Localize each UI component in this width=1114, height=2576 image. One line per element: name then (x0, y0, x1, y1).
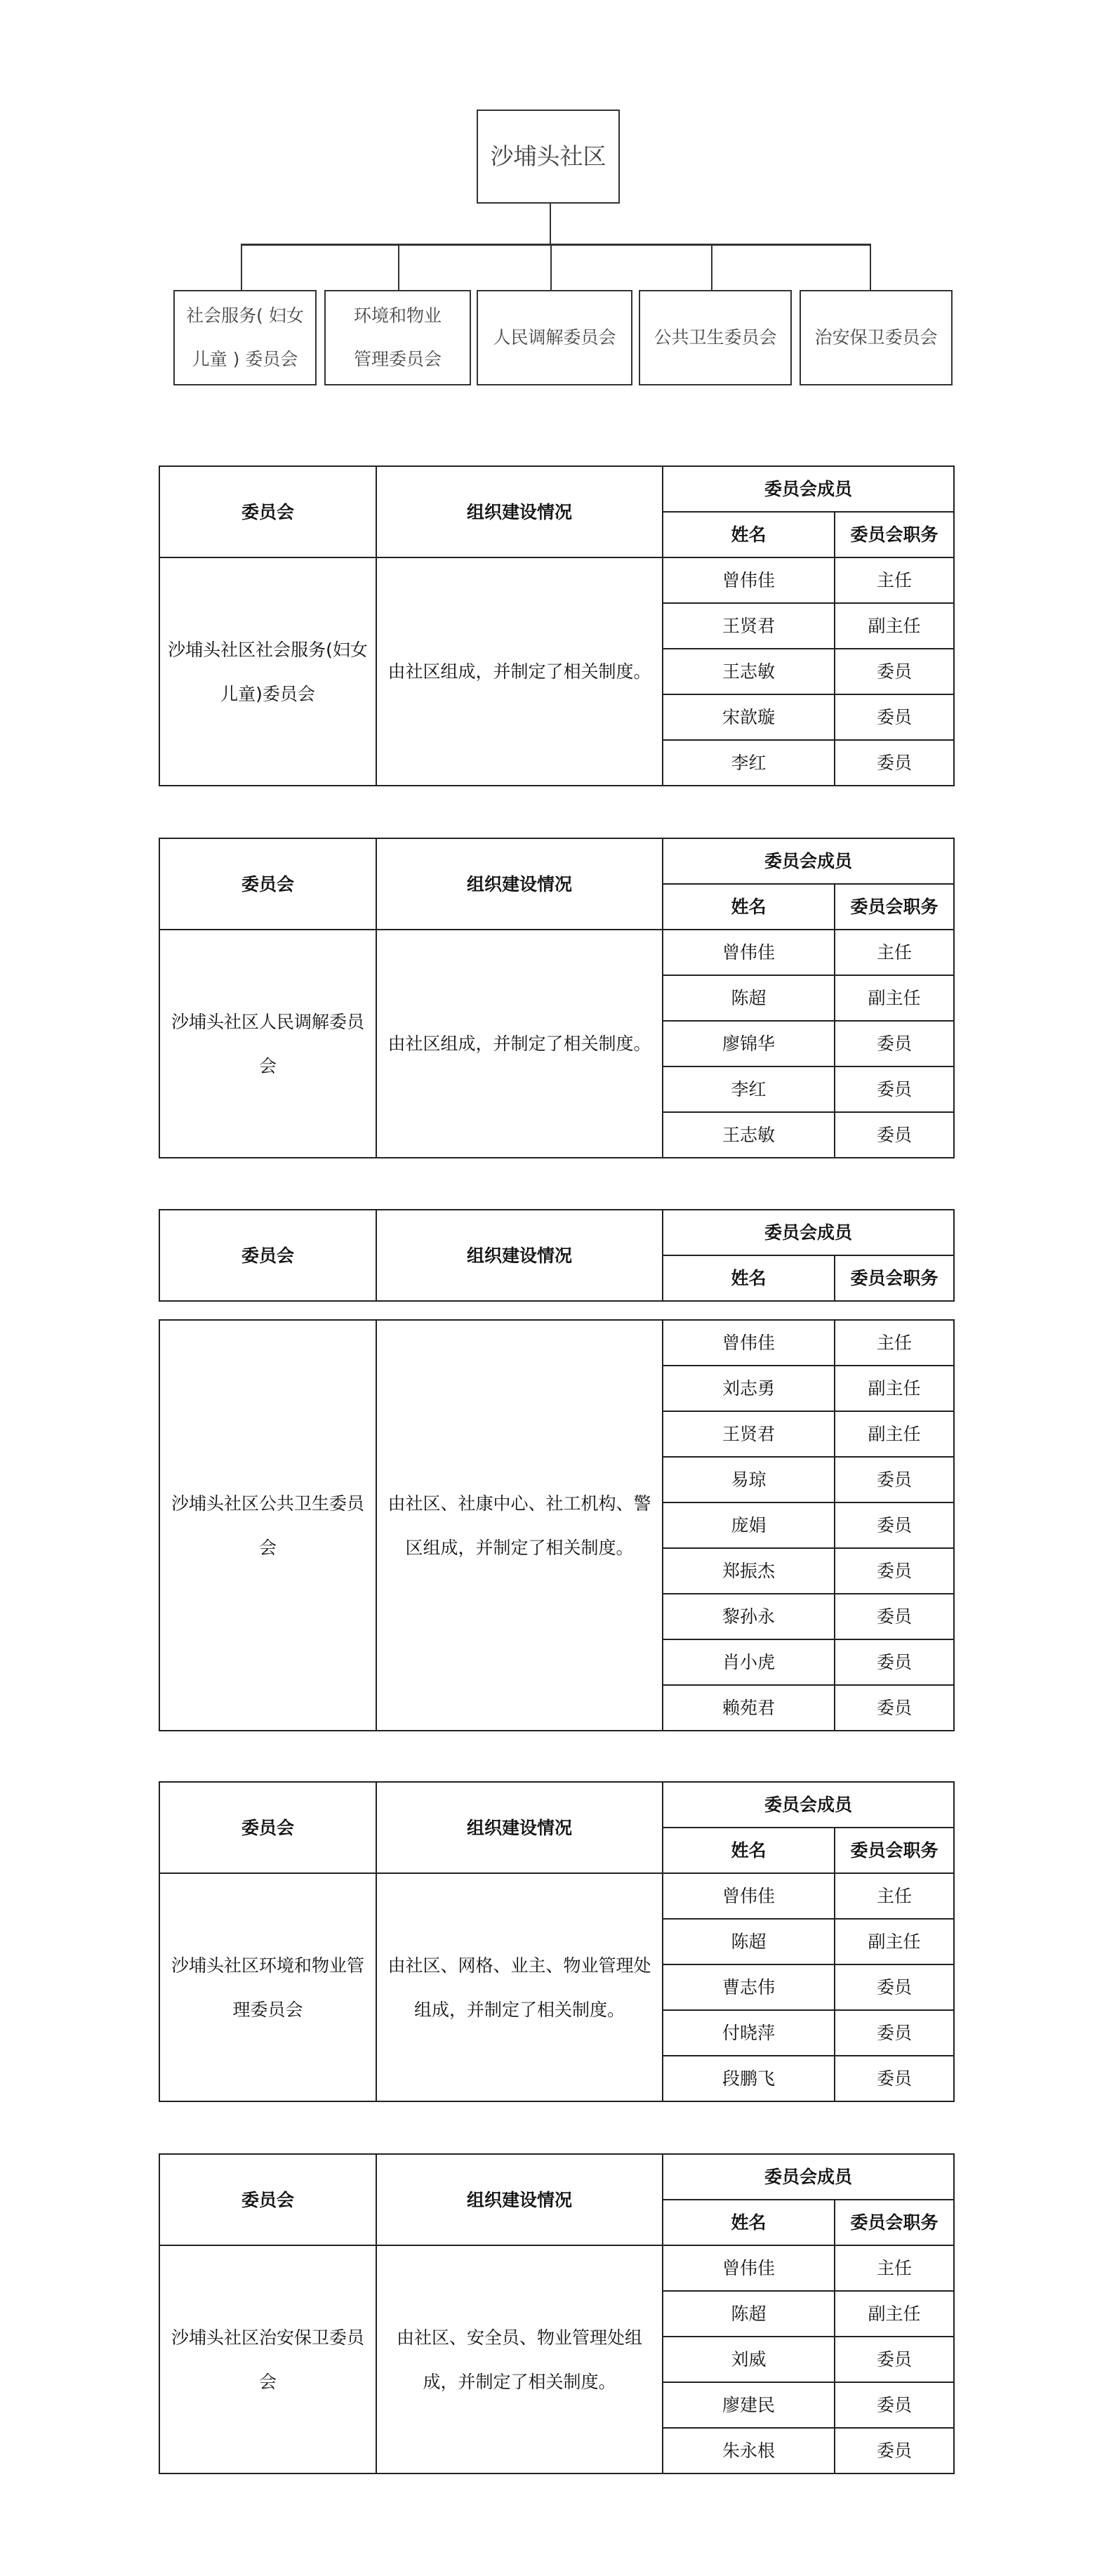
member-name-cell: 王志敏 (663, 649, 835, 694)
member-name-cell: 黎孙永 (663, 1594, 835, 1639)
member-position-cell: 副主任 (835, 1919, 954, 1964)
member-name-cell: 付晓萍 (663, 2010, 835, 2056)
organization-cell: 由社区、社康中心、社工机构、警区组成，并制定了相关制度。 (376, 1320, 663, 1731)
member-position-cell: 委员 (835, 1594, 954, 1639)
member-name-cell: 易琼 (663, 1457, 835, 1502)
header-row (159, 838, 954, 884)
member-position-cell: 主任 (835, 1873, 954, 1919)
member-name-cell: 肖小虎 (663, 1639, 835, 1685)
header-position: 委员会职务 (835, 2200, 954, 2245)
header-row (159, 466, 954, 512)
table-row (159, 1873, 954, 1919)
member-position-cell: 委员 (835, 740, 954, 786)
org-root-box: 沙埔头社区 (477, 110, 620, 204)
member-position-cell: 主任 (835, 1320, 954, 1366)
committee-table (159, 1781, 955, 2102)
committee-table (159, 1209, 955, 1302)
member-name-cell: 曾伟佳 (663, 1873, 835, 1919)
org-child-line: 管理委员会 (353, 349, 442, 369)
member-position-cell: 委员 (835, 1685, 954, 1731)
member-position-cell: 委员 (835, 1639, 954, 1685)
connector-line (870, 244, 871, 291)
committee-table (159, 2153, 955, 2474)
org-child-line: 环境和物业 (353, 305, 442, 326)
header-row (159, 1210, 954, 1255)
member-name-cell: 朱永根 (663, 2428, 835, 2473)
member-position-cell: 委员 (835, 1964, 954, 2010)
member-position-cell: 委员 (835, 1021, 954, 1066)
committee-name-cell: 沙埔头社区治安保卫委员会 (159, 2245, 376, 2473)
member-position-cell: 主任 (835, 2245, 954, 2291)
org-child-line: 人民调解委员会 (493, 327, 616, 348)
header-row (159, 2154, 954, 2200)
member-name-cell: 刘志勇 (663, 1366, 835, 1411)
member-position-cell: 委员 (835, 2382, 954, 2428)
member-name-cell: 曾伟佳 (663, 2245, 835, 2291)
member-position-cell: 副主任 (835, 1411, 954, 1457)
header-name: 姓名 (663, 884, 835, 930)
table-row (159, 557, 954, 603)
member-name-cell: 廖建民 (663, 2382, 835, 2428)
member-position-cell: 委员 (835, 1502, 954, 1548)
header-position: 委员会职务 (835, 1255, 954, 1301)
header-members: 委员会成员 (663, 2154, 954, 2200)
header-name: 姓名 (663, 1255, 835, 1301)
member-name-cell: 陈超 (663, 2291, 835, 2337)
member-name-cell: 曹志伟 (663, 1964, 835, 2010)
header-position: 委员会职务 (835, 512, 954, 557)
member-position-cell: 副主任 (835, 603, 954, 649)
member-name-cell: 陈超 (663, 1919, 835, 1964)
org-child-box (173, 290, 317, 385)
member-name-cell: 庞娟 (663, 1502, 835, 1548)
header-members: 委员会成员 (663, 1210, 954, 1255)
table-row (159, 930, 954, 975)
member-position-cell: 副主任 (835, 975, 954, 1021)
organization-cell: 由社区、网格、业主、物业管理处组成，并制定了相关制度。 (376, 1873, 663, 2101)
header-name: 姓名 (663, 2200, 835, 2245)
committee-table (159, 838, 955, 1158)
member-name-cell: 李红 (663, 1066, 835, 1112)
header-members: 委员会成员 (663, 1782, 954, 1828)
header-members: 委员会成员 (663, 466, 954, 512)
header-committee: 委员会 (159, 1782, 376, 1873)
connector-line (398, 244, 399, 291)
member-position-cell: 副主任 (835, 1366, 954, 1411)
connector-line (550, 244, 552, 291)
table-row (159, 1320, 954, 1366)
member-name-cell: 王贤君 (663, 603, 835, 649)
member-name-cell: 李红 (663, 740, 835, 786)
header-organization: 组织建设情况 (376, 1782, 663, 1873)
header-committee: 委员会 (159, 838, 376, 930)
committee-name-cell: 沙埔头社区社会服务(妇女儿童)委员会 (159, 557, 376, 786)
member-position-cell: 委员 (835, 1457, 954, 1502)
header-position: 委员会职务 (835, 1828, 954, 1873)
organization-cell: 由社区组成，并制定了相关制度。 (376, 930, 663, 1158)
member-position-cell: 委员 (835, 2337, 954, 2382)
member-position-cell: 委员 (835, 694, 954, 740)
header-name: 姓名 (663, 1828, 835, 1873)
connector-line (711, 244, 712, 291)
committee-name-cell: 沙埔头社区公共卫生委员会 (159, 1320, 376, 1731)
member-position-cell: 委员 (835, 2056, 954, 2101)
member-name-cell: 王贤君 (663, 1411, 835, 1457)
connector-line (550, 203, 551, 244)
table-row (159, 2245, 954, 2291)
committee-name-cell: 沙埔头社区人民调解委员会 (159, 930, 376, 1158)
member-position-cell: 委员 (835, 649, 954, 694)
organization-cell: 由社区组成，并制定了相关制度。 (376, 557, 663, 786)
member-position-cell: 委员 (835, 1066, 954, 1112)
member-name-cell: 宋歆璇 (663, 694, 835, 740)
header-organization: 组织建设情况 (376, 466, 663, 557)
header-row (159, 1782, 954, 1828)
org-child-line: 公共卫生委员会 (654, 327, 777, 348)
member-position-cell: 主任 (835, 930, 954, 975)
connector-line (241, 244, 242, 291)
organization-cell: 由社区、安全员、物业管理处组成，并制定了相关制度。 (376, 2245, 663, 2473)
member-name-cell: 廖锦华 (663, 1021, 835, 1066)
org-child-box (800, 290, 953, 385)
connector-line (241, 244, 871, 246)
member-position-cell: 委员 (835, 1112, 954, 1158)
member-name-cell: 曾伟佳 (663, 1320, 835, 1366)
member-position-cell: 委员 (835, 1548, 954, 1594)
member-name-cell: 曾伟佳 (663, 557, 835, 603)
member-position-cell: 委员 (835, 2428, 954, 2473)
member-position-cell: 委员 (835, 2010, 954, 2056)
member-name-cell: 赖苑君 (663, 1685, 835, 1731)
org-child-box (477, 290, 632, 385)
header-committee: 委员会 (159, 2154, 376, 2245)
org-child-box (639, 290, 792, 385)
member-name-cell: 段鹏飞 (663, 2056, 835, 2101)
member-name-cell: 刘威 (663, 2337, 835, 2382)
member-name-cell: 陈超 (663, 975, 835, 1021)
committee-name-cell: 沙埔头社区环境和物业管理委员会 (159, 1873, 376, 2101)
committee-table-body (159, 1319, 955, 1731)
member-name-cell: 曾伟佳 (663, 930, 835, 975)
header-committee: 委员会 (159, 1210, 376, 1301)
member-position-cell: 副主任 (835, 2291, 954, 2337)
org-child-line: 社会服务( 妇女 (186, 305, 304, 326)
header-organization: 组织建设情况 (376, 1210, 663, 1301)
header-organization: 组织建设情况 (376, 838, 663, 930)
org-child-line: 儿童 ) 委员会 (192, 349, 298, 369)
org-child-line: 治安保卫委员会 (814, 327, 938, 348)
header-name: 姓名 (663, 512, 835, 557)
header-members: 委员会成员 (663, 838, 954, 884)
header-position: 委员会职务 (835, 884, 954, 930)
committee-table (159, 465, 955, 786)
member-position-cell: 主任 (835, 557, 954, 603)
header-organization: 组织建设情况 (376, 2154, 663, 2245)
member-name-cell: 郑振杰 (663, 1548, 835, 1594)
org-child-box (324, 290, 471, 385)
member-name-cell: 王志敏 (663, 1112, 835, 1158)
header-committee: 委员会 (159, 466, 376, 557)
